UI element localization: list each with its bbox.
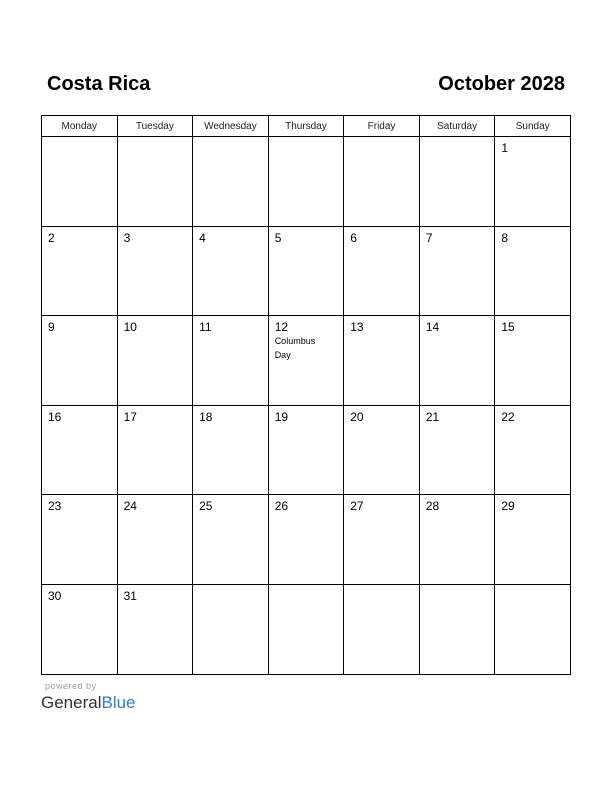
day-cell	[419, 495, 495, 585]
day-number	[344, 137, 419, 141]
day-cell	[419, 226, 495, 316]
day-number: 17	[123, 409, 137, 424]
holiday-label: Columbus Day	[274, 336, 316, 361]
day-cell	[42, 316, 118, 406]
day-cell	[268, 137, 344, 227]
month-year-title: October 2028	[438, 73, 565, 95]
day-cell	[344, 405, 420, 495]
weekday-saturday: Saturday	[419, 116, 495, 137]
powered-by-label: powered by	[45, 681, 97, 691]
day-cell	[42, 584, 118, 674]
day-number: 3	[123, 230, 131, 245]
weekday-monday: Monday	[42, 116, 118, 137]
country-title: Costa Rica	[47, 73, 151, 95]
day-cell	[495, 316, 571, 406]
day-number: 4	[199, 230, 206, 245]
day-number: 10	[123, 320, 137, 335]
day-number: 6	[350, 230, 357, 245]
day-number: 14	[425, 320, 440, 335]
day-number	[495, 585, 570, 589]
day-cell	[495, 584, 571, 674]
day-number: 22	[501, 409, 515, 424]
day-number	[269, 585, 344, 589]
day-cell	[193, 316, 269, 406]
day-cell-holiday	[268, 316, 344, 406]
day-cell	[344, 316, 420, 406]
day-cell	[268, 226, 344, 316]
day-number: 16	[48, 409, 62, 424]
day-number: 19	[274, 409, 289, 424]
day-number: 15	[501, 320, 515, 335]
day-cell	[117, 226, 193, 316]
day-number: 12	[274, 320, 289, 335]
day-cell	[42, 226, 118, 316]
day-number	[269, 137, 344, 141]
month-calendar-grid	[41, 115, 571, 675]
day-number: 11	[199, 320, 212, 335]
day-number: 24	[123, 499, 137, 514]
day-number: 30	[48, 588, 62, 603]
week-row-2	[42, 226, 571, 316]
day-number: 2	[48, 230, 55, 245]
day-cell	[419, 137, 495, 227]
day-cell	[495, 226, 571, 316]
week-row-4	[42, 405, 571, 495]
day-number	[193, 137, 268, 141]
day-cell	[344, 495, 420, 585]
day-cell	[42, 405, 118, 495]
day-number: 27	[350, 499, 364, 514]
day-cell	[42, 137, 118, 227]
weekday-sunday: Sunday	[495, 116, 571, 137]
day-number	[420, 137, 495, 141]
day-number: 5	[274, 230, 282, 245]
day-number: 20	[350, 409, 364, 424]
day-cell	[268, 495, 344, 585]
day-number: 7	[425, 230, 433, 245]
day-number	[118, 137, 193, 141]
week-row-3	[42, 316, 571, 406]
day-cell	[117, 584, 193, 674]
weekday-header-row	[42, 116, 571, 137]
week-row-1	[42, 137, 571, 227]
day-number	[344, 585, 419, 589]
day-number: 25	[199, 499, 213, 514]
day-number: 9	[48, 320, 55, 335]
footer-attribution	[41, 680, 136, 714]
day-cell	[419, 316, 495, 406]
calendar-header	[0, 0, 612, 110]
day-cell	[344, 226, 420, 316]
day-cell	[419, 405, 495, 495]
day-cell	[193, 226, 269, 316]
day-cell	[193, 584, 269, 674]
day-cell	[268, 405, 344, 495]
day-number: 1	[501, 141, 509, 155]
day-cell	[344, 584, 420, 674]
day-number	[193, 585, 268, 589]
day-cell	[495, 495, 571, 585]
day-cell	[117, 316, 193, 406]
day-number: 29	[501, 499, 515, 514]
day-cell	[42, 495, 118, 585]
day-number	[420, 585, 495, 589]
weekday-friday: Friday	[344, 116, 420, 137]
day-number: 23	[48, 499, 62, 514]
day-cell	[495, 405, 571, 495]
day-number: 31	[123, 588, 137, 603]
day-cell	[193, 137, 269, 227]
day-cell	[344, 137, 420, 227]
day-number	[42, 137, 117, 141]
day-cell	[117, 495, 193, 585]
generalblue-logo	[41, 692, 136, 714]
day-cell	[117, 405, 193, 495]
brand-blue-text: Blue	[101, 693, 136, 712]
day-cell	[268, 584, 344, 674]
day-cell	[419, 584, 495, 674]
weekday-tuesday: Tuesday	[117, 116, 193, 137]
week-row-5	[42, 495, 571, 585]
day-number: 13	[350, 320, 364, 335]
day-cell	[495, 137, 571, 227]
day-number: 28	[425, 499, 440, 514]
week-row-6	[42, 584, 571, 674]
day-number: 8	[501, 230, 509, 245]
day-cell	[193, 495, 269, 585]
day-number: 26	[274, 499, 289, 514]
day-number: 18	[199, 409, 213, 424]
day-cell	[117, 137, 193, 227]
day-number: 21	[425, 409, 440, 424]
weekday-wednesday: Wednesday	[193, 116, 269, 137]
brand-general-text: General	[41, 693, 102, 712]
day-cell	[193, 405, 269, 495]
weekday-thursday: Thursday	[268, 116, 344, 137]
